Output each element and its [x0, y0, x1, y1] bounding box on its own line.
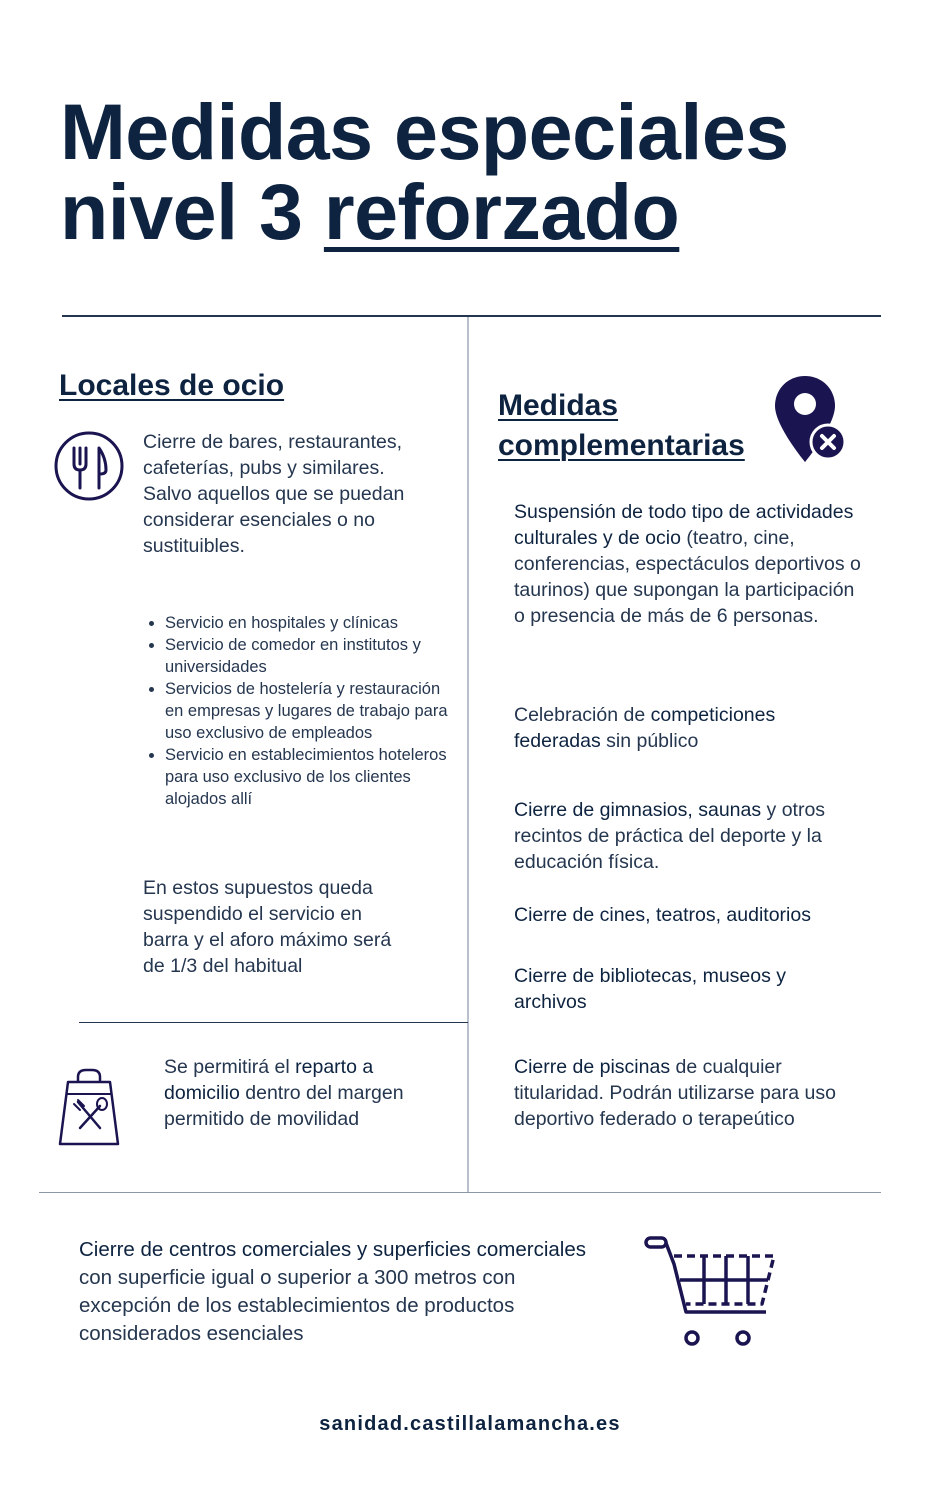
measure-item: Suspensión de todo tipo de actividades culturales y de ocio (teatro, cine, conferencias, espectáculos deportivos o taurinos) que supongan la participación o presencia de más de 6 personas. — [514, 501, 861, 627]
footer-url[interactable]: sanidad.castillalamancha.es — [319, 1413, 621, 1435]
title-underlined: reforzado — [323, 167, 680, 256]
title-line-1: Medidas especiales — [60, 87, 789, 176]
leisure-intro: Cierre de bares, restaurantes, cafeterías, pubs y similares. Salvo aquellos que se puedan considerar esenciales o no sustituibles. — [143, 431, 405, 557]
exceptions-list — [143, 612, 457, 810]
bottom-divider — [39, 1192, 881, 1193]
list-item: • Servicio en hospitales y clínicas — [165, 612, 457, 634]
delivery-text: Se permitirá el reparto a domicilio dentro del margen permitido de movilidad — [164, 1056, 404, 1130]
list-item: • Servicios de hostelería y restauración en empresas y lugares de trabajo para uso exclusivo de empleados — [165, 678, 457, 744]
measure-item: Celebración de competiciones federadas sin público — [514, 704, 776, 752]
list-item: • Servicio en establecimientos hoteleros para uso exclusivo de los clientes alojados allí — [165, 744, 457, 810]
shopping-cart-icon — [644, 1234, 780, 1350]
leisure-heading: Locales de ocio — [59, 369, 285, 402]
title-plain: nivel 3 — [60, 167, 303, 256]
measure-item: Cierre de gimnasios, saunas y otros recintos de práctica del deporte y la educación física. — [514, 799, 826, 873]
delivery-bag-icon — [58, 1068, 120, 1146]
cutlery-icon — [54, 430, 124, 502]
measure-item: Cierre de piscinas de cualquier titularidad. Podrán utilizarse para uso deportivo federado o terapeútico — [514, 1056, 836, 1130]
measure-item: Cierre de cines, teatros, auditorios — [514, 904, 811, 926]
column-divider — [467, 317, 469, 1193]
top-divider — [62, 315, 881, 317]
measure-item: Cierre de bibliotecas, museos y archivos — [514, 965, 787, 1013]
title-line-2 — [60, 167, 920, 256]
left-section-divider — [79, 1022, 468, 1023]
list-item: • Servicio de comedor en institutos y universidades — [165, 634, 457, 678]
location-pin-close-icon — [773, 374, 849, 466]
page-title — [60, 87, 920, 256]
shopping-centres-text: Cierre de centros comerciales y superficies comerciales con superficie igual o superior a 300 metros con excepción de los establecimientos de productos considerados esenciales — [79, 1238, 586, 1345]
bar-note: En estos supuestos queda suspendido el servicio en barra y el aforo máximo será de 1/3 del habitual — [143, 877, 392, 977]
complementary-heading: Medidas complementarias — [498, 389, 745, 462]
